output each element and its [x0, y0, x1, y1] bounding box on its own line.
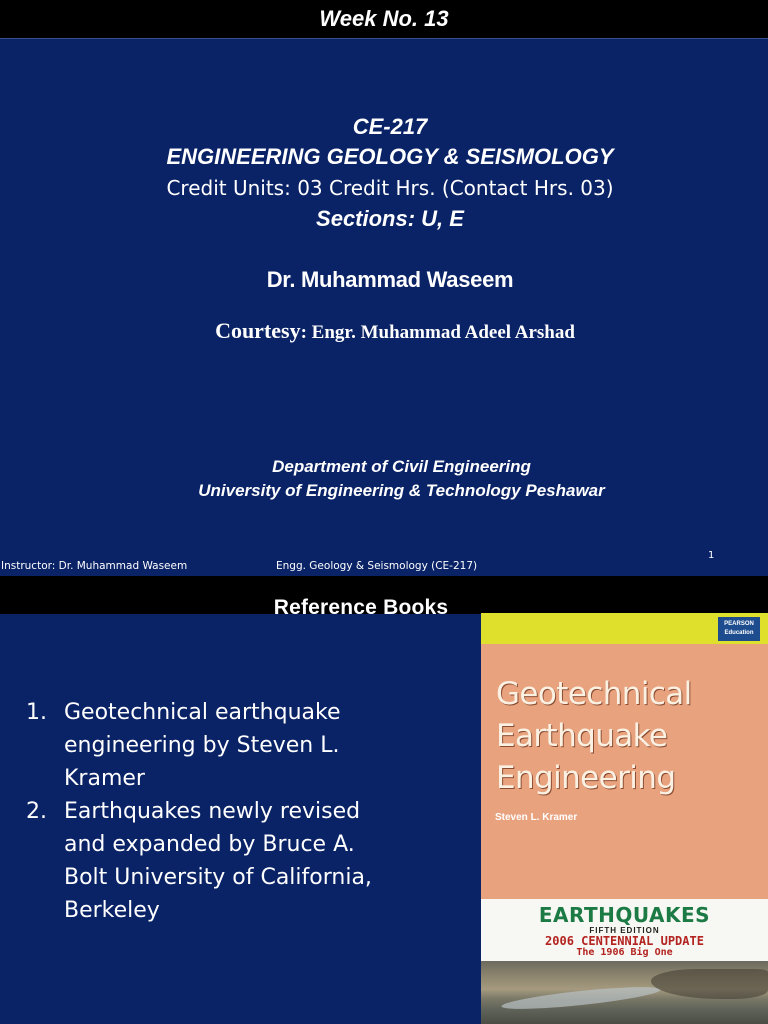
list-item: [26, 696, 386, 795]
courtesy-name: : Engr. Muhammad Adeel Arshad: [300, 322, 575, 343]
courtesy-label: Courtesy: [215, 318, 301, 343]
header-divider: [0, 38, 768, 39]
reference-book-list: [26, 696, 386, 927]
book-cover-geotechnical: [481, 613, 768, 899]
slide-2: [0, 576, 768, 1024]
footer-course: Engg. Geology & Seismology (CE-217): [276, 560, 478, 572]
cover-title: [496, 673, 761, 799]
slide-2-title: Reference Books: [273, 596, 449, 619]
cover-update: 2006 CENTENNIAL UPDATE: [545, 934, 704, 948]
department: Department of Civil Engineering: [272, 457, 531, 476]
footer-instructor: Instructor: Dr. Muhammad Waseem: [1, 560, 188, 572]
book-entry: Geotechnical earthquake engineering by Steven L. Kramer: [64, 700, 341, 791]
book-entry: Earthquakes newly revised and expanded by Bruce A. Bolt University of California, Berkeley: [64, 799, 372, 923]
course-code: CE-217: [352, 114, 428, 139]
list-number: 1.: [26, 700, 47, 725]
cover-title-line: Engineering: [496, 760, 676, 796]
cover-subtitle: The 1906 Big One: [576, 947, 673, 958]
cover-title-line: Earthquake: [496, 718, 668, 754]
book-cover-earthquakes: [481, 899, 768, 1024]
cover-title-line: Geotechnical: [496, 676, 692, 712]
sections: Sections: U, E: [316, 206, 464, 231]
instructor-name: Dr. Muhammad Waseem: [266, 267, 514, 292]
cover-photo: [481, 961, 768, 1024]
credit-units: Credit Units: 03 Credit Hrs. (Contact Hrs. 03): [166, 176, 614, 200]
list-item: [26, 795, 386, 927]
publisher-logo: [718, 617, 760, 641]
course-name: ENGINEERING GEOLOGY & SEISMOLOGY: [166, 144, 614, 169]
week-header: Week No. 13: [0, 0, 768, 38]
photo-road: [501, 983, 662, 1014]
photo-rocks: [651, 969, 768, 999]
university: University of Engineering & Technology Peshawar: [198, 481, 605, 500]
list-number: 2.: [26, 799, 47, 824]
page-number: 1: [708, 550, 715, 561]
cover-title: EARTHQUAKES: [538, 903, 711, 927]
cover-edition: FIFTH EDITION: [589, 926, 660, 935]
cover-author: Steven L. Kramer: [495, 812, 578, 823]
courtesy-line: [0, 318, 768, 344]
publisher-sub: Education: [724, 630, 754, 636]
publisher-name: PEARSON: [724, 621, 754, 627]
